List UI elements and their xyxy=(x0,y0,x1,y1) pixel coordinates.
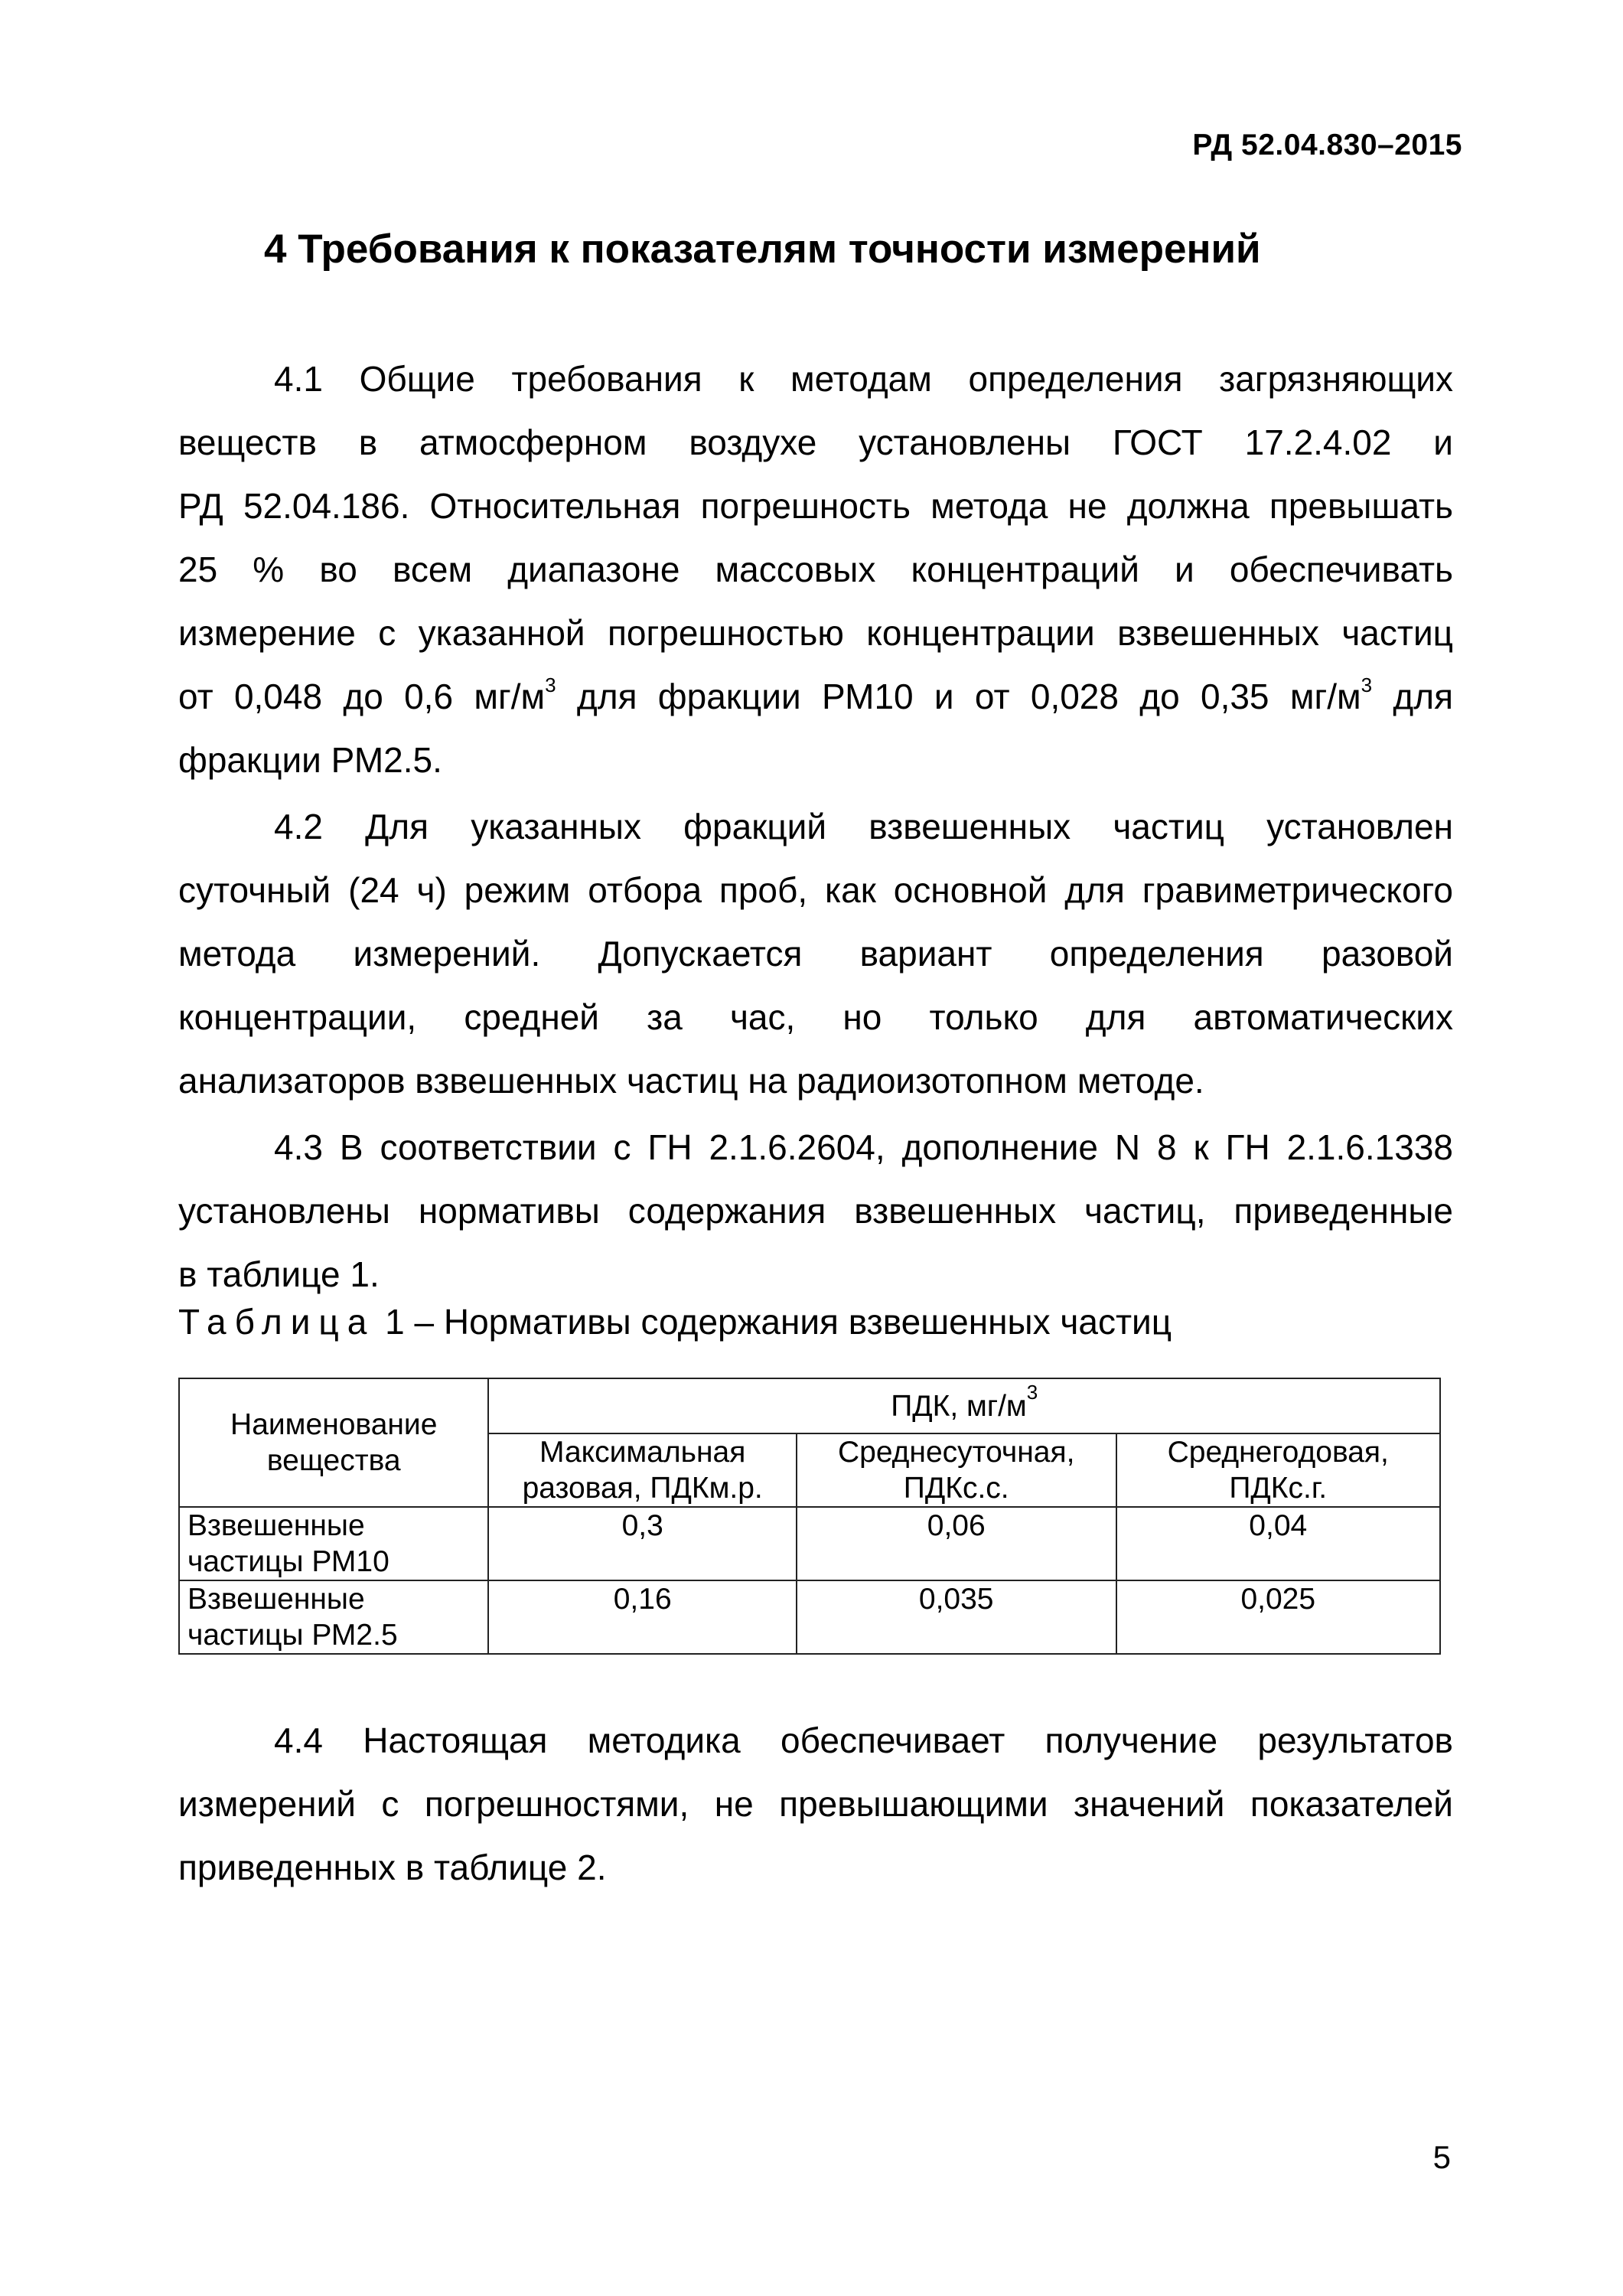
text-line xyxy=(178,665,1453,729)
row-name-line: частицы РМ2.5 xyxy=(187,1619,398,1652)
header-pdk-label: ПДК, мг/м xyxy=(891,1389,1027,1423)
table-caption xyxy=(178,1301,1172,1342)
text-fragment: для фракции РМ10 и от 0,028 до 0,35 мг/м xyxy=(556,677,1361,716)
row-substance-name xyxy=(179,1580,488,1654)
header-annual-average xyxy=(1116,1433,1441,1507)
superscript: 3 xyxy=(1361,673,1373,696)
table-row xyxy=(179,1507,1440,1580)
cell-max-single: 0,3 xyxy=(488,1507,796,1580)
header-line: Максимальная xyxy=(539,1436,746,1469)
section-title: 4 Требования к показателям точности измерений xyxy=(264,227,1261,272)
header-substance xyxy=(179,1378,488,1507)
cell-daily-average: 0,06 xyxy=(797,1507,1116,1580)
paragraph-4-2 xyxy=(178,795,1453,1113)
text-line: 4.3 В соответствии с ГН 2.1.6.2604, дополнение N 8 к ГН 2.1.6.1338 xyxy=(274,1127,1453,1167)
cell-max-single: 0,16 xyxy=(488,1580,796,1654)
text-line: фракции РМ2.5. xyxy=(178,740,442,780)
superscript: 3 xyxy=(1026,1380,1038,1404)
paragraph-4-3 xyxy=(178,1116,1453,1306)
paragraph-4-1 xyxy=(178,347,1453,792)
text-fragment: от 0,048 до 0,6 мг/м xyxy=(178,677,546,716)
table-row xyxy=(179,1580,1440,1654)
text-line: веществ в атмосферном воздухе установлены ГОСТ 17.2.4.02 и xyxy=(178,422,1453,462)
text-line: концентрации, средней за час, но только для автоматических xyxy=(178,997,1453,1037)
cell-annual-average: 0,025 xyxy=(1116,1580,1441,1654)
text-line: установлены нормативы содержания взвешенных частиц, приведенные xyxy=(178,1191,1453,1231)
header-substance-line: Наименование xyxy=(230,1408,438,1441)
row-name-line: Взвешенные xyxy=(187,1509,365,1542)
text-line: измерений с погрешностями, не превышающими значений показателей xyxy=(178,1784,1453,1824)
row-name-line: частицы РМ10 xyxy=(187,1545,389,1578)
text-line: 25 % во всем диапазоне массовых концентраций и обеспечивать xyxy=(178,550,1453,589)
text-line: 4.1 Общие требования к методам определения загрязняющих xyxy=(274,359,1453,399)
page-number: 5 xyxy=(1432,2139,1451,2175)
document-code: РД 52.04.830–2015 xyxy=(1192,129,1462,161)
table-caption-label: Таблица xyxy=(178,1302,376,1342)
text-line: измерение с указанной погрешностью концентрации взвешенных частиц xyxy=(178,613,1453,653)
header-substance-line: вещества xyxy=(266,1444,401,1477)
row-substance-name xyxy=(179,1507,488,1580)
header-max-single xyxy=(488,1433,796,1507)
header-line: ПДКс.с. xyxy=(903,1472,1009,1505)
text-line: 4.2 Для указанных фракций взвешенных частиц установлен xyxy=(274,807,1453,846)
cell-annual-average: 0,04 xyxy=(1116,1507,1441,1580)
text-line: метода измерений. Допускается вариант определения разовой xyxy=(178,934,1453,974)
text-line: суточный (24 ч) режим отбора проб, как основной для гравиметрического xyxy=(178,870,1453,910)
cell-daily-average: 0,035 xyxy=(797,1580,1116,1654)
table-caption-text: 1 – Нормативы содержания взвешенных частиц xyxy=(375,1302,1172,1342)
norms-table xyxy=(178,1378,1441,1655)
row-name-line: Взвешенные xyxy=(187,1583,365,1616)
text-line: приведенных в таблице 2. xyxy=(178,1848,607,1887)
header-line: разовая, ПДКм.р. xyxy=(522,1472,763,1505)
text-line: анализаторов взвешенных частиц на радиоизотопном методе. xyxy=(178,1061,1204,1101)
text-fragment: для xyxy=(1372,677,1453,716)
text-line: РД 52.04.186. Относительная погрешность метода не должна превышать xyxy=(178,486,1453,526)
table-header-row xyxy=(179,1378,1440,1433)
header-pdk xyxy=(488,1378,1440,1433)
header-line: Среднегодовая, xyxy=(1167,1436,1389,1469)
text-line: в таблице 1. xyxy=(178,1254,380,1294)
header-daily-average xyxy=(797,1433,1116,1507)
paragraph-4-4 xyxy=(178,1709,1453,1900)
superscript: 3 xyxy=(545,673,556,696)
header-line: ПДКс.г. xyxy=(1229,1472,1328,1505)
header-line: Среднесуточная, xyxy=(837,1436,1075,1469)
text-line: 4.4 Настоящая методика обеспечивает получение результатов xyxy=(274,1720,1453,1760)
